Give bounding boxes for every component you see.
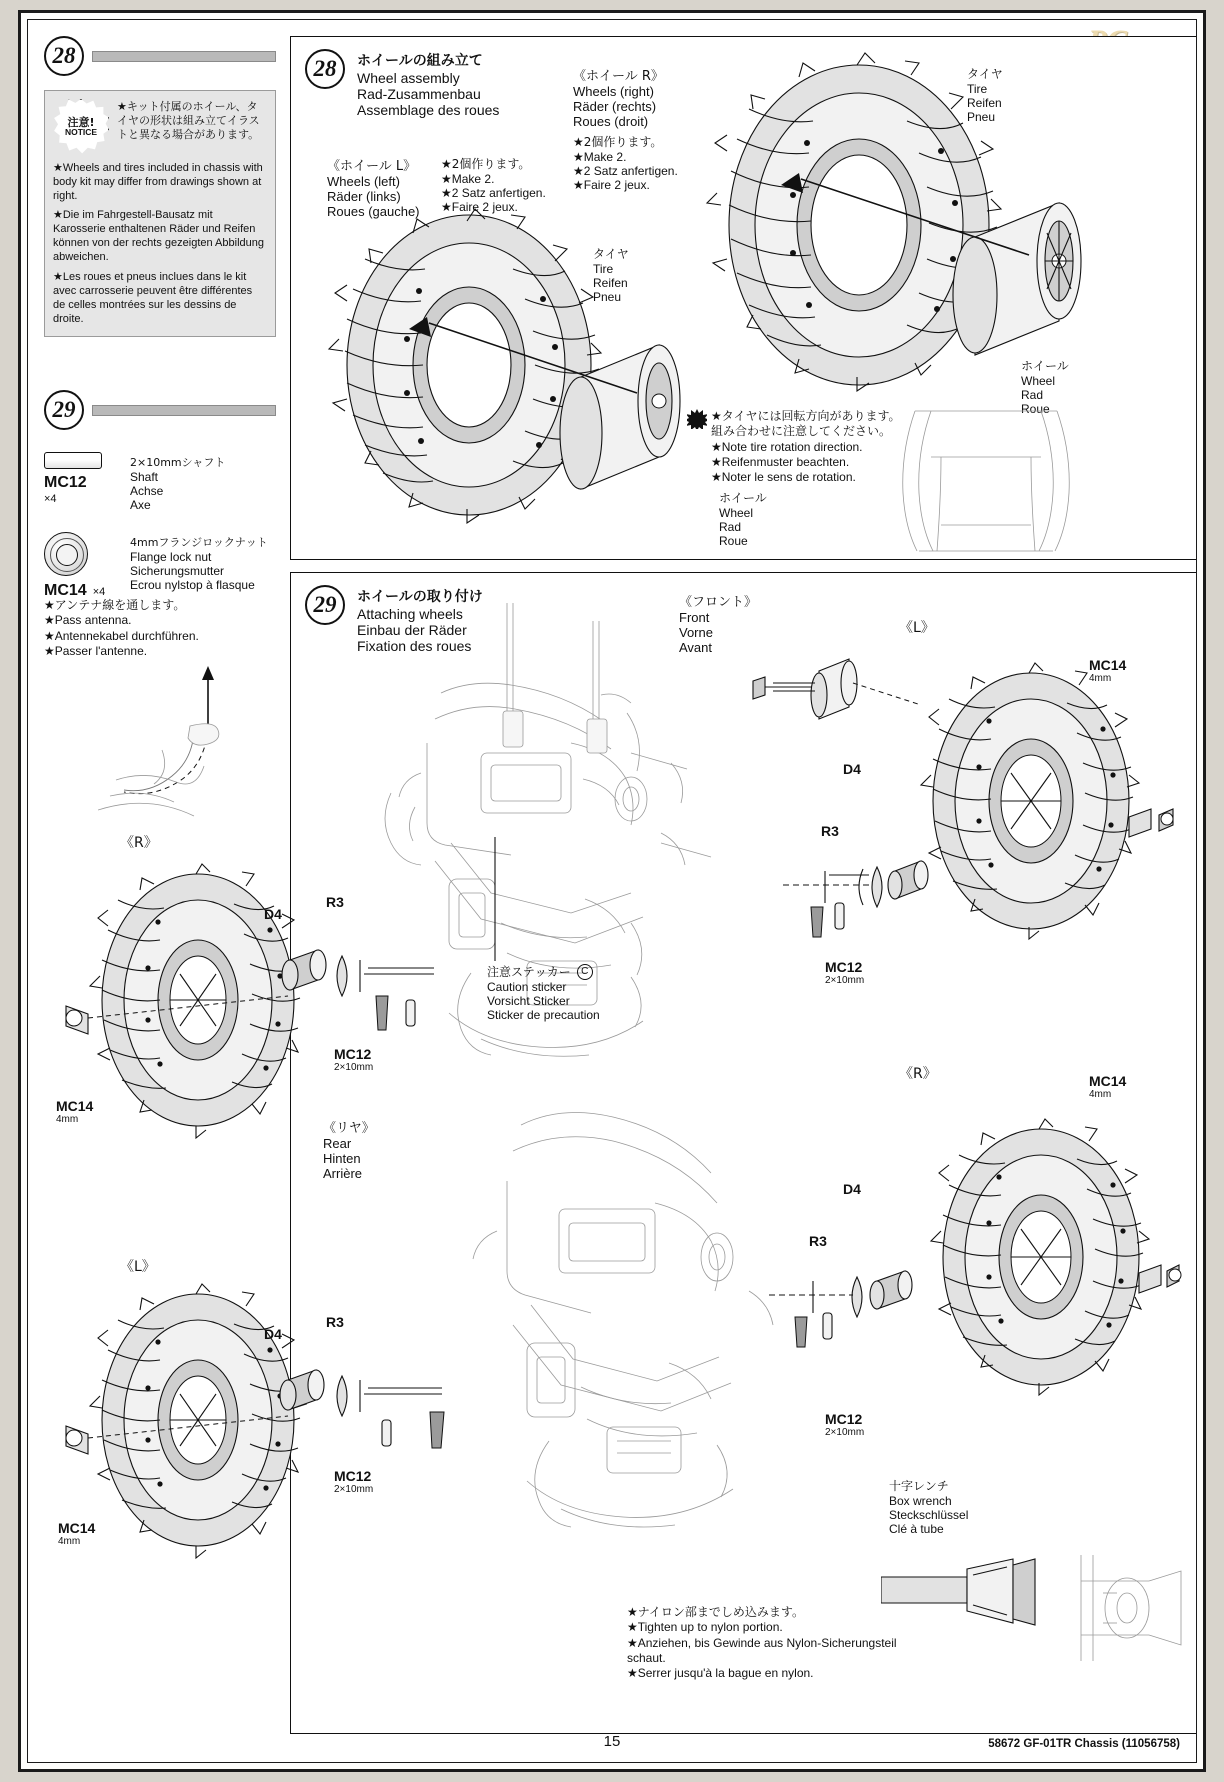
wheel-right-jp: 《ホイール R》 — [573, 69, 664, 84]
rear-d4-label — [843, 1181, 861, 1197]
front-mc14-size: 4mm — [1089, 673, 1112, 684]
wheel-label-right-fr: Roue — [1021, 402, 1050, 416]
front-mc12-code: MC12 — [825, 959, 863, 975]
rear-label-fr: Arrière — [323, 1166, 363, 1181]
page-inner — [27, 19, 1197, 1763]
left-mc14-code-1: MC14 — [56, 1098, 94, 1114]
wheel-left-en: Wheels (left) — [327, 174, 400, 189]
tighten-note-fr: ★Serrer jusqu'à la bague en nylon. — [627, 1666, 814, 1681]
notice-badge — [53, 99, 109, 155]
part-mc12-de: Achse — [130, 484, 164, 498]
antenna-note-jp: ★アンテナ線を通します。 — [44, 598, 186, 612]
box-wrench-label — [889, 1477, 968, 1536]
front-mc14-code: MC14 — [1089, 657, 1127, 673]
front-mc12-label — [825, 959, 864, 986]
wheel-right-make-en: ★Make 2. — [573, 150, 627, 164]
tighten-note-jp: ★ナイロン部までしめ込みます。 — [627, 1605, 804, 1619]
wheel-left-de: Räder (links) — [327, 189, 401, 204]
rear-r3-art — [753, 1247, 943, 1367]
left-r3-code-2: R3 — [326, 1314, 344, 1330]
manual-page — [18, 10, 1206, 1772]
tire-label-left — [593, 245, 629, 304]
rear-label-de: Hinten — [323, 1151, 361, 1166]
notice-en: NOTICE — [64, 127, 98, 138]
front-label-de: Vorne — [679, 625, 713, 640]
box-wrench-fr: Clé à tube — [889, 1522, 944, 1536]
front-label-en: Front — [679, 610, 710, 625]
left-d4-label-1 — [264, 906, 282, 922]
left-axle-art-1 — [264, 930, 464, 1060]
part-mc12-qty: ×4 — [44, 493, 57, 505]
wheel-right-fr: Roues (droit) — [573, 114, 649, 129]
wheel-left-make-de: ★2 Satz anfertigen. — [441, 186, 546, 200]
left-mc12-label-2 — [334, 1468, 373, 1495]
left-r3-code-1: R3 — [326, 894, 344, 910]
tighten-note-en: ★Tighten up to nylon portion. — [627, 1620, 783, 1635]
antenna-diagram — [98, 660, 278, 840]
rear-mc12-label — [825, 1411, 864, 1438]
tire-label-left-de: Reifen — [593, 276, 628, 290]
box-wrench-en: Box wrench — [889, 1494, 952, 1508]
side-label-L-front-text: 《L》 — [899, 620, 935, 636]
front-label-fr: Avant — [679, 640, 713, 655]
front-d4-code: D4 — [843, 761, 861, 777]
left-mc14-code-2: MC14 — [58, 1520, 96, 1536]
wheel-label-right-de: Rad — [1021, 388, 1044, 402]
wheel-left-jp: 《ホイール L》 — [327, 159, 417, 174]
rear-mc12-size: 2×10mm — [825, 1427, 865, 1438]
wheel-left-make-en: ★Make 2. — [441, 172, 495, 186]
part-mc12-en: Shaft — [130, 470, 159, 484]
wheel-label-right-en: Wheel — [1021, 374, 1056, 388]
wheel-right-make — [573, 133, 691, 192]
tire-section-ghost — [881, 405, 1091, 557]
part-mc12 — [44, 452, 276, 512]
part-mc14-en: Flange lock nut — [130, 550, 212, 564]
left-r3-label-1 — [326, 894, 344, 910]
left-mc14-size-2: 4mm — [58, 1536, 81, 1547]
rear-mc12-code: MC12 — [825, 1411, 863, 1427]
wheel-right-en: Wheels (right) — [573, 84, 654, 99]
wheel-left-artwork — [319, 205, 739, 535]
part-mc14-fr: Ecrou nylstop à flasque — [130, 578, 255, 592]
caution-sticker-de: Vorsicht Sticker — [487, 994, 570, 1008]
panel-29-step-number: 29 — [305, 585, 345, 625]
panel-28-title-fr: Assemblage des roues — [357, 102, 500, 118]
tire-label-left-jp: タイヤ — [593, 247, 629, 261]
flange-lock-nut-icon — [44, 532, 88, 576]
caution-sticker-note — [487, 963, 687, 1022]
tighten-note — [627, 1605, 927, 1682]
tire-label-right — [967, 65, 1003, 124]
tire-label-right-de: Reifen — [967, 96, 1002, 110]
wheel-right-heading — [573, 65, 689, 129]
left-mc14-size-1: 4mm — [56, 1114, 79, 1125]
left-d4-label-2 — [264, 1326, 282, 1342]
rear-label-jp: 《リヤ》 — [323, 1121, 375, 1136]
left-mc12-size-2: 2×10mm — [334, 1484, 374, 1495]
rear-r3-code: R3 — [809, 1233, 827, 1249]
tire-label-left-fr: Pneu — [593, 290, 622, 304]
panel-28-step-number: 28 — [305, 49, 345, 89]
left-r3-label-2 — [326, 1314, 344, 1330]
shaft-icon — [44, 452, 102, 469]
footer-code: 58672 GF-01TR Chassis (11056758) — [988, 1738, 1180, 1750]
part-mc12-jp: 2×10mmシャフト — [130, 456, 226, 469]
rear-d4-code: D4 — [843, 1181, 861, 1197]
panel-29-title-jp: ホイールの取り付け — [357, 589, 483, 605]
panel-28-title-en: Wheel assembly — [357, 70, 460, 86]
panel-step-28 — [290, 36, 1197, 560]
wheel-label-left-de: Rad — [719, 520, 742, 534]
rear-mc14-code: MC14 — [1089, 1073, 1127, 1089]
wheel-label-left-en: Wheel — [719, 506, 754, 520]
tire-label-right-en: Tire — [967, 82, 988, 96]
front-d4-label — [843, 761, 861, 777]
tighten-note-de: ★Anziehen, bis Gewinde aus Nylon-Sicherungsteil schaut. — [627, 1635, 897, 1666]
panel-29-title-de: Einbau der Räder — [357, 622, 467, 638]
notice-jp: 注意! — [67, 115, 95, 129]
left-axle-art-2 — [262, 1350, 472, 1480]
notice-fr-text: ★Les roues et pneus inclues dans le kit avec carrosserie peuvent être différentes de celles montrées sur les dessins de droite. — [53, 270, 253, 325]
box-wrench-artwork — [881, 1541, 1191, 1671]
left-mc14-label-1 — [56, 1098, 93, 1125]
wheel-label-left-jp: ホイール — [719, 491, 767, 505]
side-label-L-left-text: 《L》 — [120, 1259, 156, 1275]
step-28-left-column — [44, 36, 276, 337]
left-mc12-label-1 — [334, 1046, 373, 1073]
rear-label-en: Rear — [323, 1136, 352, 1151]
rotation-note-de: ★Reifenmuster beachten. — [711, 455, 850, 470]
left-d4-code-1: D4 — [264, 906, 282, 922]
panel-29-title-en: Attaching wheels — [357, 606, 463, 622]
part-mc14-code: MC14 — [44, 582, 87, 599]
front-r3-label — [821, 823, 839, 839]
box-wrench-de: Steckschlüssel — [889, 1508, 969, 1522]
rear-label — [323, 1117, 375, 1181]
star-burst-icon — [687, 409, 707, 429]
wheel-right-make-fr: ★Faire 2 jeux. — [573, 178, 650, 192]
notice-de-text: ★Die im Fahrgestell-Bausatz mit Karosserie enthaltenen Räder und Reifen können von der rechts gezeigten Abbildung abweichen. — [53, 209, 264, 264]
left-mc14-label-2 — [58, 1520, 95, 1547]
part-mc14-de: Sicherungsmutter — [130, 564, 225, 578]
part-mc14 — [44, 532, 276, 600]
left-mc12-size-1: 2×10mm — [334, 1062, 374, 1073]
antenna-note-de: ★Antennekabel durchführen. — [44, 628, 199, 643]
rotation-note-en: ★Note tire rotation direction. — [711, 439, 863, 454]
page-number: 15 — [603, 1733, 621, 1750]
front-r3-code: R3 — [821, 823, 839, 839]
panel-29-title-fr: Fixation des roues — [357, 638, 472, 654]
step-29-number: 29 — [44, 390, 84, 430]
caution-sticker-jp: 注意ステッカー — [487, 965, 571, 979]
front-axle-assembly — [743, 643, 943, 763]
left-mc12-code-1: MC12 — [334, 1046, 372, 1062]
wheel-left-fr: Roues (gauche) — [327, 204, 420, 219]
wheel-left-make-fr: ★Faire 2 jeux. — [441, 200, 518, 214]
antenna-note-en: ★Pass antenna. — [44, 613, 132, 628]
side-label-R-left — [120, 832, 158, 852]
side-label-R-left-text: 《R》 — [120, 835, 158, 851]
wheel-right-make-jp: ★2個作ります。 — [573, 135, 663, 149]
left-d4-code-2: D4 — [264, 1326, 282, 1342]
wheel-label-left — [719, 489, 767, 548]
part-mc14-qty: ×4 — [92, 586, 106, 598]
notice-box — [44, 90, 276, 337]
part-mc12-code: MC12 — [44, 474, 87, 491]
front-mc14-label — [1089, 657, 1126, 684]
panel-28-title-jp: ホイールの組み立て — [357, 53, 483, 69]
tire-label-right-jp: タイヤ — [967, 67, 1003, 81]
wheel-label-right-jp: ホイール — [1021, 359, 1069, 373]
side-label-R-rear-text: 《R》 — [899, 1066, 937, 1082]
step-29-left-column — [44, 390, 276, 600]
rotation-note-jp-1: ★タイヤには回転方向があります。 — [711, 409, 901, 423]
box-wrench-jp: 十字レンチ — [889, 1479, 949, 1493]
step-28-bar — [92, 51, 276, 62]
notice-en-text: ★Wheels and tires included in chassis with body kit may differ from drawings shown at right. — [53, 162, 263, 203]
wheel-label-left-fr: Roue — [719, 534, 748, 548]
front-label-jp: 《フロント》 — [679, 595, 758, 610]
step-28-number: 28 — [44, 36, 84, 76]
front-r3-art — [773, 841, 953, 951]
rear-mc14-size: 4mm — [1089, 1089, 1112, 1100]
notice-jp-text: ★キット付属のホイール、タイヤの形状は組み立てイラストと異なる場合があります。 — [117, 100, 260, 142]
panel-28-title-de: Rad-Zusammenbau — [357, 86, 481, 102]
caution-sticker-fr: Sticker de precaution — [487, 1008, 600, 1022]
antenna-note — [44, 598, 269, 659]
step-29-bar — [92, 405, 276, 416]
panel-28-header — [305, 49, 499, 118]
part-mc12-fr: Axe — [130, 498, 151, 512]
front-mc12-size: 2×10mm — [825, 975, 865, 986]
side-label-R-rear — [899, 1063, 937, 1083]
left-mc12-code-2: MC12 — [334, 1468, 372, 1484]
caution-sticker-tag: C — [577, 964, 593, 980]
rotation-note-jp-2: 組み合わせに注意してください。 — [711, 424, 892, 439]
caution-sticker-en: Caution sticker — [487, 980, 567, 994]
tire-label-left-en: Tire — [593, 262, 614, 276]
panel-step-29 — [290, 572, 1197, 1734]
antenna-note-fr: ★Passer l'antenne. — [44, 644, 148, 659]
wheel-right-artwork — [679, 47, 1099, 407]
rotation-note-fr: ★Noter le sens de rotation. — [711, 470, 856, 485]
caution-sticker-leader — [487, 833, 503, 963]
part-mc14-jp: 4mmフランジロックナット — [130, 536, 268, 549]
wheel-right-de: Räder (rechts) — [573, 99, 657, 114]
wheel-right-make-de: ★2 Satz anfertigen. — [573, 164, 678, 178]
wheel-left-make-jp: ★2個作ります。 — [441, 157, 531, 171]
tire-label-right-fr: Pneu — [967, 110, 996, 124]
